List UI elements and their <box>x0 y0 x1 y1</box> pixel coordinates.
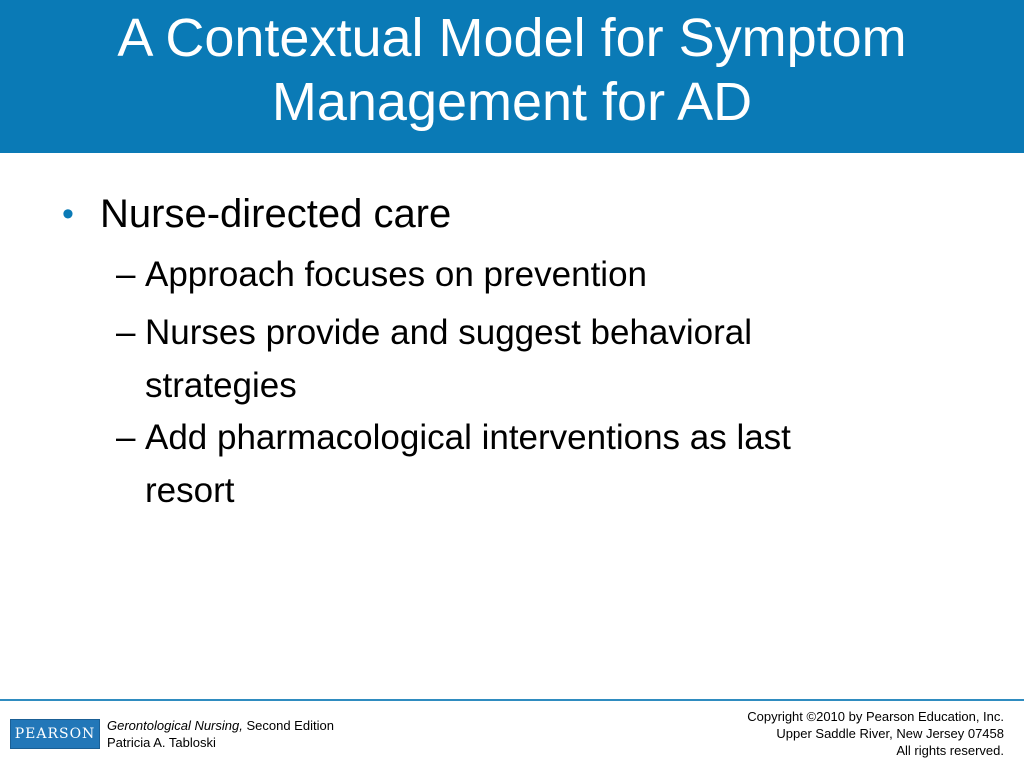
sub-bullet-line: resort <box>145 471 235 510</box>
sub-bullet-line: strategies <box>145 366 297 405</box>
copyright-notice <box>747 708 1004 759</box>
book-author: Patricia A. Tabloski <box>107 735 216 750</box>
slide-title-line1: A Contextual Model for Symptom <box>117 8 907 68</box>
sub-bullet-text <box>145 248 915 301</box>
copyright-line: Upper Saddle River, New Jersey 07458 <box>776 726 1004 741</box>
sub-bullet-line: Nurses provide and suggest behavioral <box>145 313 753 352</box>
dash-icon: – <box>116 313 136 352</box>
bullet-text: Nurse-directed care <box>100 192 452 236</box>
dash-icon: – <box>116 418 136 457</box>
footer-divider <box>0 699 1024 701</box>
sub-bullet-text <box>145 411 915 517</box>
sub-bullet-line: Approach focuses on prevention <box>145 255 647 294</box>
title-bar <box>0 0 1024 153</box>
book-title: Gerontological Nursing, <box>107 718 243 733</box>
slide-title <box>0 6 1024 134</box>
pearson-logo: PEARSON <box>10 719 100 749</box>
bullet-marker-icon: • <box>62 195 74 233</box>
slide-title-line2: Management for AD <box>271 72 753 132</box>
sub-bullet-line: Add pharmacological interventions as last <box>145 418 791 457</box>
dash-icon: – <box>116 255 136 294</box>
book-info <box>107 717 334 751</box>
copyright-line: All rights reserved. <box>896 743 1004 758</box>
sub-bullet-text <box>145 306 915 412</box>
copyright-line: Copyright ©2010 by Pearson Education, Inc. <box>747 709 1004 724</box>
book-edition: Second Edition <box>246 718 334 733</box>
